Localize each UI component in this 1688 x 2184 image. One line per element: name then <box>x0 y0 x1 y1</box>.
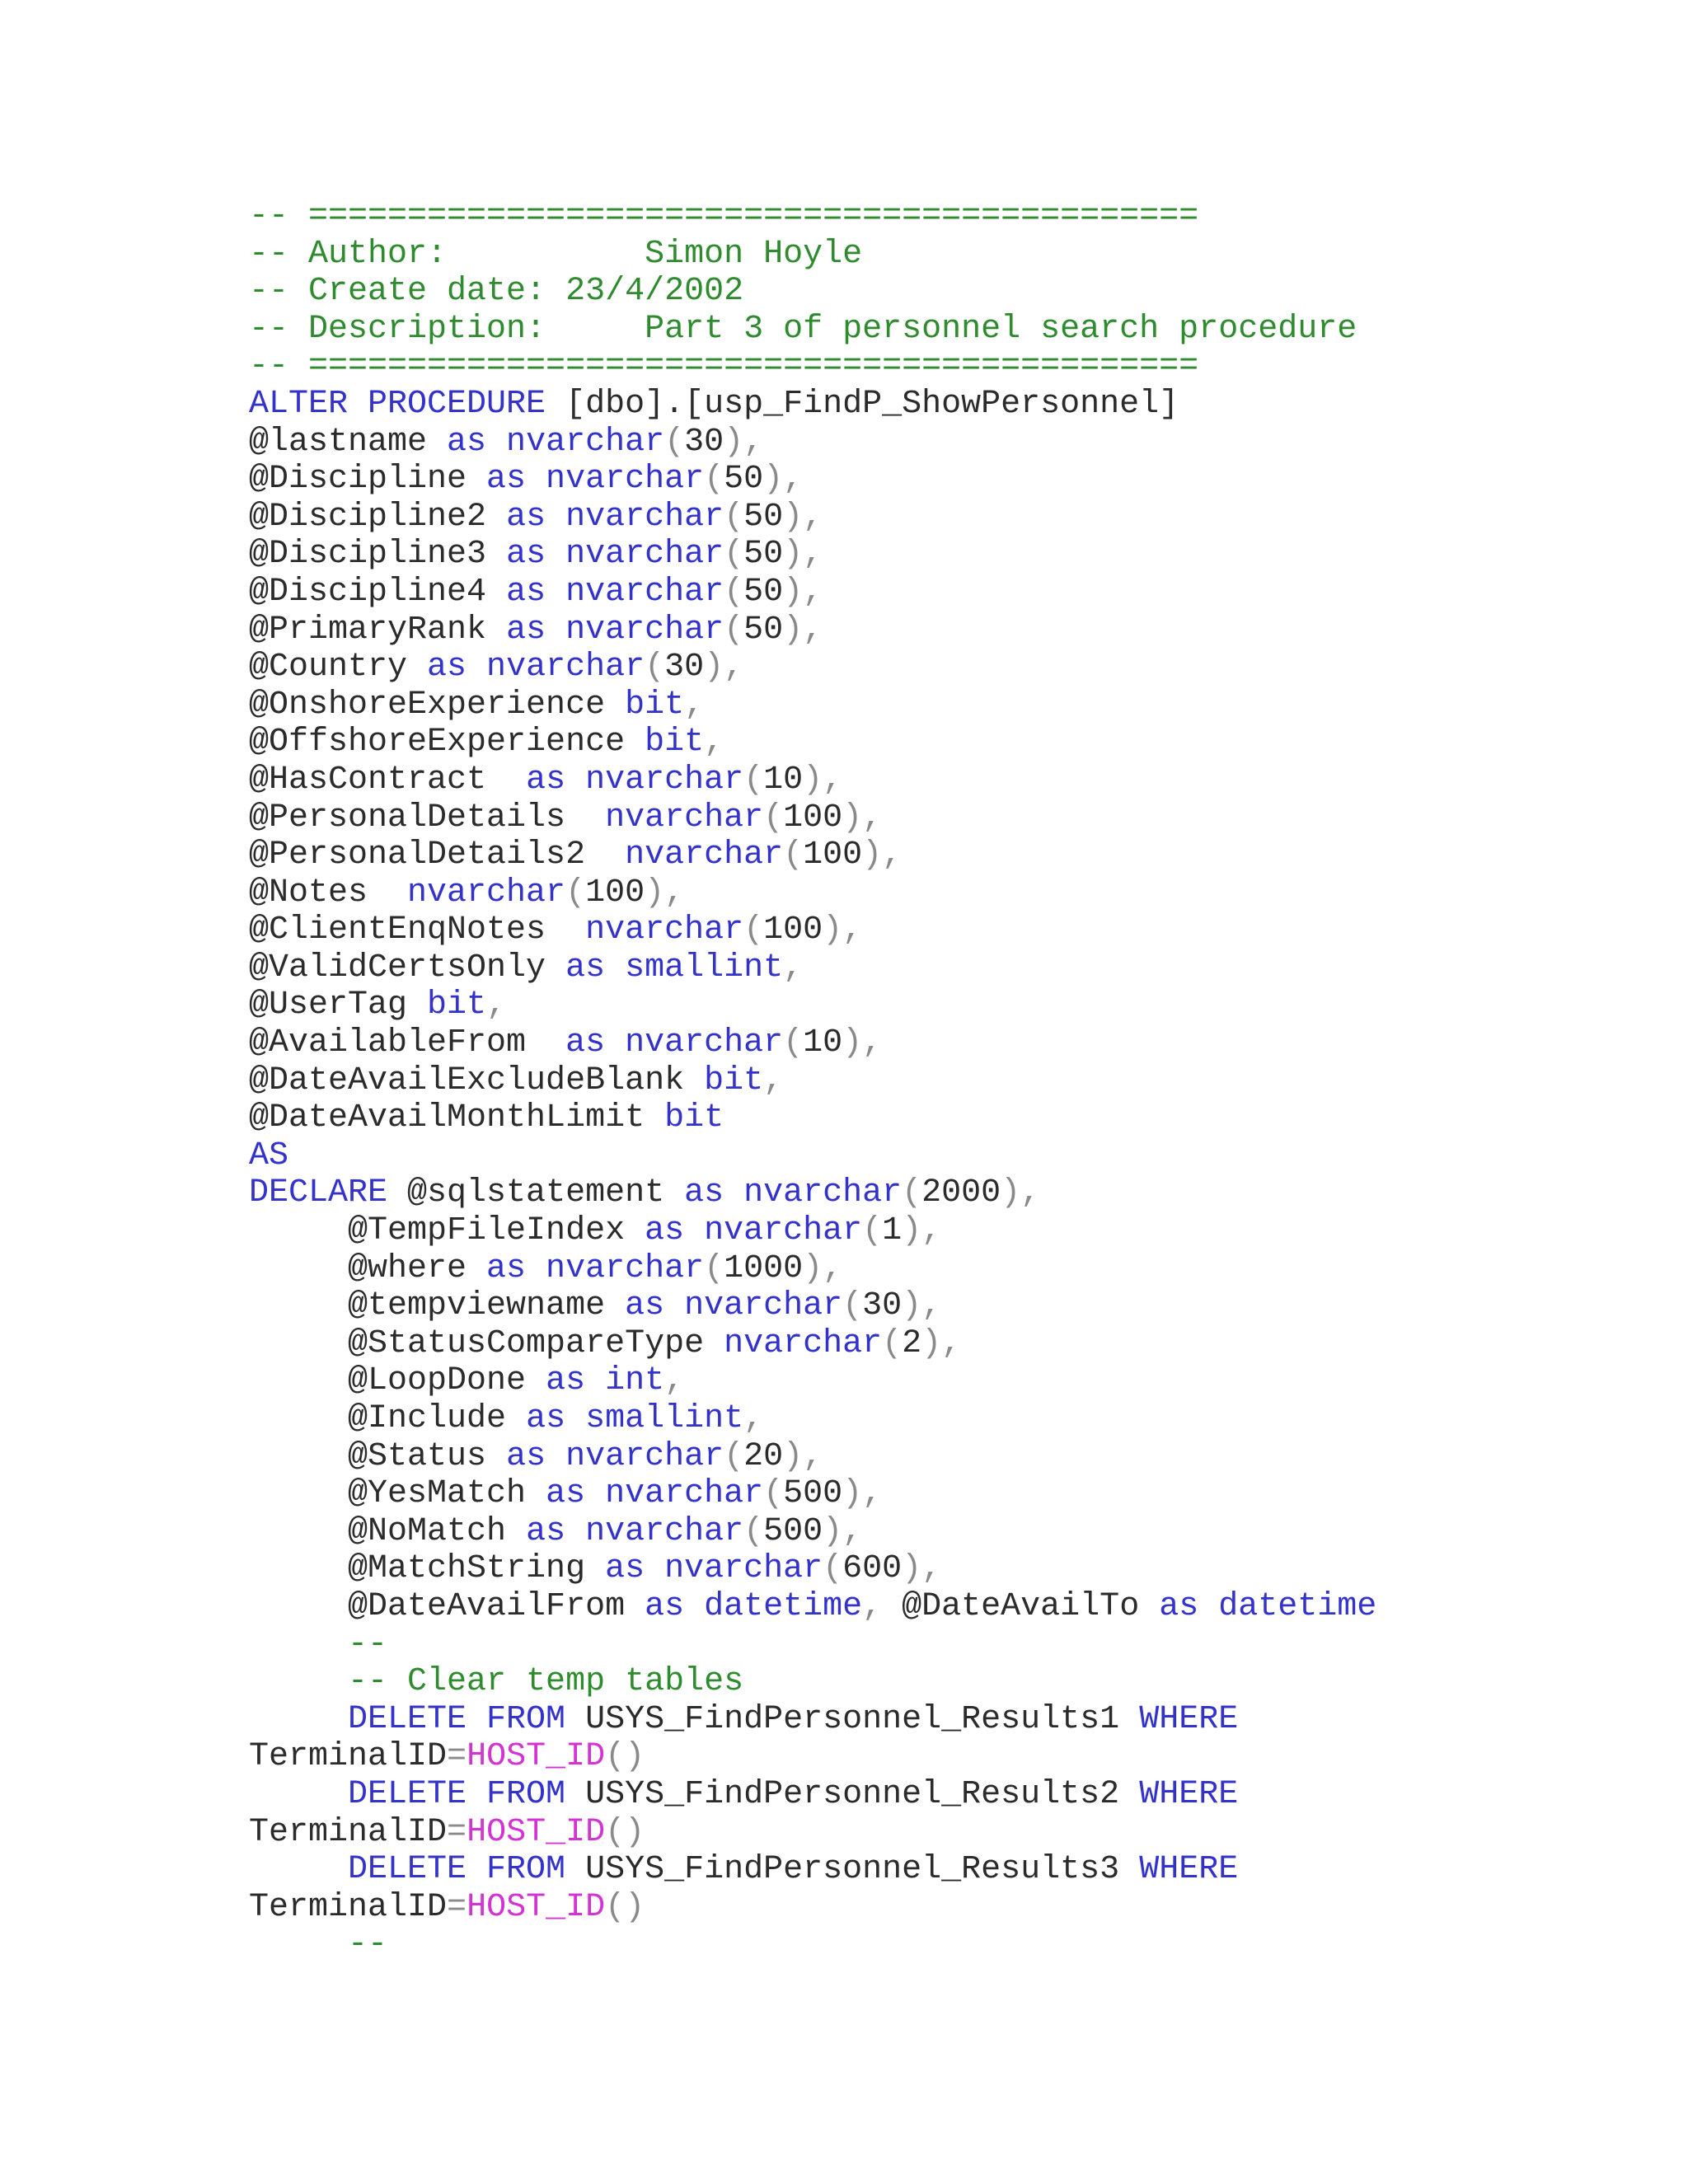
code-text-token: 10 <box>763 761 804 799</box>
punctuation-token: , <box>763 1062 784 1099</box>
code-text-token: @Notes <box>249 874 408 912</box>
punctuation-token: ), <box>902 1550 942 1588</box>
code-text-token: @OffshoreExperience <box>249 724 645 762</box>
code-line <box>249 1287 1376 1325</box>
comment-token: -- Clear temp tables <box>249 1663 744 1701</box>
code-line <box>249 1663 1376 1701</box>
code-text-token: @ValidCertsOnly <box>249 949 566 987</box>
code-text-token: 50 <box>724 461 764 499</box>
code-line <box>249 1325 1376 1363</box>
keyword-token: bit <box>664 1099 724 1137</box>
punctuation-token: ( <box>724 1437 744 1475</box>
keyword-token: bit <box>704 1062 764 1099</box>
code-line <box>249 837 1376 874</box>
punctuation-token: , <box>664 1362 685 1400</box>
punctuation-token: ), <box>1001 1174 1041 1212</box>
punctuation-token: ), <box>842 799 883 837</box>
punctuation-token: ( <box>645 649 665 687</box>
keyword-token: WHERE <box>1139 1700 1239 1738</box>
keyword-token: as smallint <box>565 949 784 987</box>
code-line <box>249 1626 1376 1664</box>
comment-token: -- Create date: 23/4/2002 <box>249 273 744 311</box>
keyword-token: as nvarchar <box>625 1287 843 1325</box>
code-line <box>249 1814 1376 1852</box>
code-text-token: 50 <box>743 536 784 574</box>
punctuation-token: ( <box>902 1174 922 1212</box>
punctuation-token: ), <box>902 1287 942 1325</box>
comment-token: -- Description: Part 3 of personnel search procedure <box>249 310 1357 348</box>
code-text-token: @PersonalDetails2 <box>249 837 626 874</box>
code-line <box>249 536 1376 574</box>
code-text-token: @DateAvailFrom <box>249 1587 645 1625</box>
punctuation-token: ), <box>823 912 863 949</box>
punctuation-token: () <box>605 1813 645 1851</box>
punctuation-token: = <box>447 1888 467 1926</box>
code-text-token: @OnshoreExperience <box>249 686 626 724</box>
code-text-token: 1 <box>882 1212 903 1250</box>
code-line <box>249 1137 1376 1175</box>
code-text-token: @DateAvailMonthLimit <box>249 1099 665 1137</box>
comment-token: -- ============================================= <box>249 198 1199 235</box>
keyword-token: AS <box>249 1137 289 1174</box>
keyword-token: as nvarchar <box>526 1512 744 1550</box>
punctuation-token: ( <box>565 874 586 912</box>
code-text-token: TerminalID <box>249 1813 448 1851</box>
punctuation-token: ( <box>664 423 685 461</box>
punctuation-token: , <box>684 686 705 724</box>
punctuation-token: ( <box>724 498 744 536</box>
keyword-token: bit <box>625 686 685 724</box>
code-line <box>249 461 1376 499</box>
code-line <box>249 1776 1376 1814</box>
keyword-token: as nvarchar <box>486 1249 705 1287</box>
keyword-token: as datetime <box>1159 1587 1377 1625</box>
code-line <box>249 1851 1376 1889</box>
code-line <box>249 949 1376 987</box>
comment-token: -- Author: Simon Hoyle <box>249 235 863 273</box>
code-line <box>249 1550 1376 1588</box>
code-text-token: @Discipline3 <box>249 536 507 574</box>
code-line <box>249 1062 1376 1100</box>
code-text-token: TerminalID <box>249 1738 448 1776</box>
code-line <box>249 649 1376 687</box>
punctuation-token: = <box>447 1738 467 1776</box>
code-text-token: 500 <box>763 1512 823 1550</box>
punctuation-token: ), <box>783 498 823 536</box>
code-text-token: USYS_FindPersonnel_Results2 <box>565 1775 1140 1813</box>
code-text-token: 50 <box>743 573 784 611</box>
code-text-token: @StatusCompareType <box>249 1324 724 1362</box>
punctuation-token: ), <box>842 1024 883 1062</box>
code-line <box>249 1362 1376 1400</box>
punctuation-token: ), <box>823 1512 863 1550</box>
punctuation-token: ( <box>743 761 764 799</box>
punctuation-token: ( <box>842 1287 863 1325</box>
punctuation-token: , <box>783 949 804 987</box>
code-text-token: @Discipline2 <box>249 498 507 536</box>
code-text-token: @MatchString <box>249 1550 606 1588</box>
code-line <box>249 1513 1376 1551</box>
keyword-token: as nvarchar <box>506 536 724 574</box>
keyword-token: as nvarchar <box>546 1475 764 1513</box>
punctuation-token: ( <box>862 1212 883 1250</box>
punctuation-token: ), <box>902 1212 942 1250</box>
keyword-token: nvarchar <box>605 799 764 837</box>
code-line <box>249 1024 1376 1062</box>
code-text-token: @lastname <box>249 423 448 461</box>
punctuation-token: ( <box>763 1475 784 1513</box>
code-text-token: 50 <box>743 498 784 536</box>
keyword-token: nvarchar <box>625 837 784 874</box>
code-text-token: @sqlstatement <box>387 1174 685 1212</box>
code-line <box>249 1438 1376 1476</box>
code-text-token: @Discipline <box>249 461 487 499</box>
code-text-token: 30 <box>684 423 724 461</box>
keyword-token: as nvarchar <box>427 649 645 687</box>
code-text-token: @TempFileIndex <box>249 1212 645 1250</box>
code-text-token: 600 <box>842 1550 903 1588</box>
punctuation-token: ( <box>724 611 744 649</box>
code-text-token: 30 <box>862 1287 903 1325</box>
punctuation-token: ), <box>803 761 843 799</box>
code-text-token: 30 <box>664 649 705 687</box>
code-text-token: TerminalID <box>249 1888 448 1926</box>
punctuation-token: = <box>447 1813 467 1851</box>
code-text-token: @where <box>249 1249 487 1287</box>
code-text-token: @PersonalDetails <box>249 799 606 837</box>
punctuation-token: () <box>605 1738 645 1776</box>
punctuation-token: ), <box>724 423 764 461</box>
keyword-token: as nvarchar <box>645 1212 863 1250</box>
code-text-token: 10 <box>803 1024 843 1062</box>
code-text-token: @tempviewname <box>249 1287 626 1325</box>
punctuation-token: ), <box>783 611 823 649</box>
code-line <box>249 1588 1376 1626</box>
code-text-token: @NoMatch <box>249 1512 527 1550</box>
keyword-token: as nvarchar <box>506 611 724 649</box>
punctuation-token: ), <box>862 837 903 874</box>
code-line <box>249 1738 1376 1776</box>
punctuation-token: ( <box>704 461 724 499</box>
code-text-token: @Status <box>249 1437 507 1475</box>
code-line <box>249 799 1376 837</box>
keyword-token: as int <box>546 1362 665 1400</box>
keyword-token: as nvarchar <box>447 423 665 461</box>
keyword-token: nvarchar <box>407 874 566 912</box>
punctuation-token: ( <box>743 912 764 949</box>
keyword-token: nvarchar <box>724 1324 883 1362</box>
punctuation-token: ), <box>645 874 685 912</box>
code-text-token: @Include <box>249 1400 527 1437</box>
code-line <box>249 987 1376 1024</box>
code-text-token: [dbo].[usp_FindP_ShowPersonnel] <box>546 385 1179 423</box>
punctuation-token: ( <box>763 799 784 837</box>
keyword-token: as nvarchar <box>506 498 724 536</box>
keyword-token: as nvarchar <box>684 1174 903 1212</box>
code-line <box>249 762 1376 799</box>
code-text-token: 1000 <box>724 1249 804 1287</box>
code-text-token: @AvailableFrom <box>249 1024 566 1062</box>
code-text-token: @UserTag <box>249 987 428 1024</box>
keyword-token: as nvarchar <box>506 573 724 611</box>
comment-token: -- <box>249 1625 388 1663</box>
code-text-token: 100 <box>585 874 645 912</box>
code-text-token: @LoopDone <box>249 1362 546 1400</box>
code-text-token: @Country <box>249 649 428 687</box>
keyword-token: as nvarchar <box>486 461 705 499</box>
code-line <box>249 311 1376 349</box>
sql-code-listing <box>249 198 1376 1964</box>
keyword-token: nvarchar <box>585 912 744 949</box>
punctuation-token: ), <box>921 1324 962 1362</box>
function-name-token: HOST_ID <box>467 1813 606 1851</box>
punctuation-token: ( <box>743 1512 764 1550</box>
keyword-token: as nvarchar <box>506 1437 724 1475</box>
code-line <box>249 424 1376 462</box>
code-text-token: 100 <box>803 837 863 874</box>
code-line <box>249 499 1376 537</box>
punctuation-token: , <box>486 987 507 1024</box>
code-text-token: USYS_FindPersonnel_Results3 <box>565 1851 1140 1889</box>
keyword-token: as nvarchar <box>526 761 744 799</box>
punctuation-token: ), <box>783 573 823 611</box>
code-line <box>249 1400 1376 1438</box>
function-name-token: HOST_ID <box>467 1888 606 1926</box>
code-text-token: 20 <box>743 1437 784 1475</box>
code-text-token: @PrimaryRank <box>249 611 507 649</box>
code-text-token: @DateAvailExcludeBlank <box>249 1062 705 1099</box>
function-name-token: HOST_ID <box>467 1738 606 1776</box>
punctuation-token: () <box>605 1888 645 1926</box>
keyword-token: WHERE <box>1139 1851 1239 1889</box>
punctuation-token: ), <box>763 461 804 499</box>
comment-token: -- ============================================= <box>249 348 1199 386</box>
code-line <box>249 687 1376 724</box>
keyword-token: as datetime <box>645 1587 863 1625</box>
punctuation-token: ( <box>724 536 744 574</box>
keyword-token: bit <box>645 724 705 762</box>
punctuation-token: , <box>743 1400 764 1437</box>
code-text-token: 2000 <box>921 1174 1001 1212</box>
keyword-token: as smallint <box>526 1400 744 1437</box>
code-line <box>249 236 1376 274</box>
punctuation-token: ( <box>783 1024 804 1062</box>
code-text-token: @HasContract <box>249 761 527 799</box>
code-text-token: @YesMatch <box>249 1475 546 1513</box>
keyword-token: DELETE FROM <box>249 1775 566 1813</box>
punctuation-token: ( <box>724 573 744 611</box>
code-line <box>249 724 1376 762</box>
code-text-token: USYS_FindPersonnel_Results1 <box>565 1700 1140 1738</box>
code-line <box>249 1250 1376 1288</box>
code-line <box>249 348 1376 386</box>
punctuation-token: ), <box>704 649 744 687</box>
code-line <box>249 1212 1376 1250</box>
code-text-token: 100 <box>763 912 823 949</box>
punctuation-token: ( <box>704 1249 724 1287</box>
code-line <box>249 273 1376 311</box>
code-line <box>249 1889 1376 1927</box>
code-text-token: @DateAvailTo <box>882 1587 1160 1625</box>
punctuation-token: , <box>862 1587 883 1625</box>
code-text-token: 2 <box>902 1324 922 1362</box>
keyword-token: WHERE <box>1139 1775 1239 1813</box>
keyword-token: DECLARE <box>249 1174 388 1212</box>
code-text-token: 50 <box>743 611 784 649</box>
code-line <box>249 574 1376 612</box>
punctuation-token: ( <box>823 1550 843 1588</box>
code-line <box>249 1701 1376 1739</box>
keyword-token: as nvarchar <box>565 1024 784 1062</box>
keyword-token: as nvarchar <box>605 1550 823 1588</box>
code-line <box>249 1174 1376 1212</box>
punctuation-token: ), <box>842 1475 883 1513</box>
punctuation-token: , <box>704 724 724 762</box>
code-line <box>249 612 1376 649</box>
code-line <box>249 1926 1376 1964</box>
code-line <box>249 198 1376 236</box>
keyword-token: ALTER PROCEDURE <box>249 385 546 423</box>
keyword-token: bit <box>427 987 487 1024</box>
code-text-token: @Discipline4 <box>249 573 507 611</box>
code-line <box>249 1099 1376 1137</box>
code-line <box>249 386 1376 424</box>
code-line <box>249 912 1376 949</box>
punctuation-token: ( <box>882 1324 903 1362</box>
keyword-token: DELETE FROM <box>249 1700 566 1738</box>
code-text-token: 100 <box>783 799 843 837</box>
punctuation-token: ), <box>783 536 823 574</box>
keyword-token: DELETE FROM <box>249 1851 566 1889</box>
code-line <box>249 1475 1376 1513</box>
punctuation-token: ( <box>783 837 804 874</box>
punctuation-token: ), <box>783 1437 823 1475</box>
comment-token: -- <box>249 1926 388 1964</box>
code-line <box>249 874 1376 912</box>
punctuation-token: ), <box>803 1249 843 1287</box>
code-text-token: 500 <box>783 1475 843 1513</box>
code-text-token: @ClientEnqNotes <box>249 912 586 949</box>
